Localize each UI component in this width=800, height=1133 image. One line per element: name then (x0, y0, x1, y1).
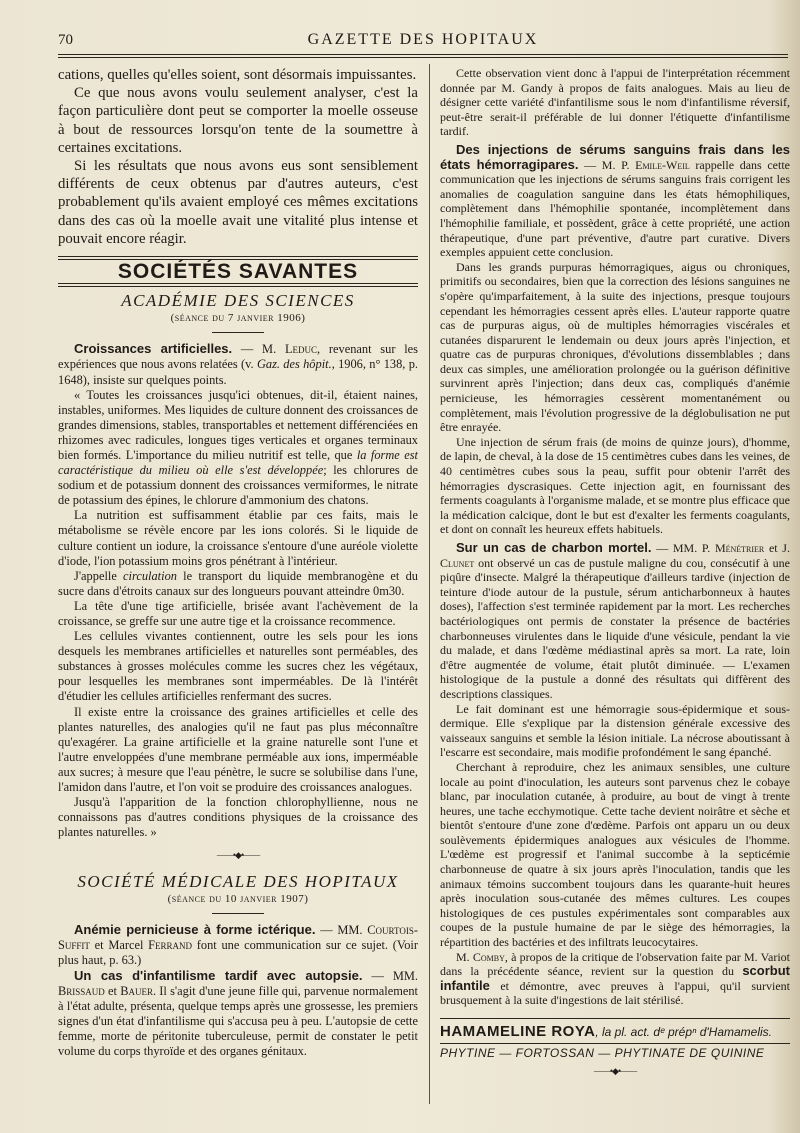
article-heading: Croissances artificielles. (74, 341, 233, 357)
text: , 1906, n° 138, p. 1648), insiste sur quelques points. (58, 357, 418, 387)
article-heading: Un cas d'infantilisme tardif avec autopsie. (74, 967, 363, 983)
advert-line (440, 1025, 790, 1040)
text: et démontre, avec preuves à l'appui, qu'il survient brusquement à la suite d'ingestions de lait stérilisé. (440, 978, 790, 1008)
column-divider (429, 64, 430, 1104)
text: — M. (232, 342, 285, 357)
text: font une communication sur ce sujet. (Voir plus haut, p. 63.) (58, 937, 418, 967)
journal-title: GAZETTE DES HOPITAUX (307, 31, 539, 48)
text: et Marcel (89, 937, 149, 952)
section-title: SOCIÉTÉS SAVANTES (117, 260, 359, 284)
author-name: Clunet (440, 555, 475, 570)
paragraph: Le fait dominant est une hémorragie sous-épidermique et sous-dermique. Elle s'explique par la distension générale excessive des vaisseaux sanguins et semble la lésion initiale. La nécrose aboutissant à l'escarre est secondaire, mais modifie profondément le sang épanché. (440, 701, 790, 760)
advert-brand: HAMAMELINE ROYA (440, 1023, 596, 1040)
author-name: Courtois-Suffit (58, 922, 418, 952)
text: ont observé un cas de pustule maligne du cou, consécutif à une piqûre d'insecte. Malgré la thérapeutique d'ailleurs tardive (injection de teinture d'iode autour de la pustule, sérum anticharbonneux à hautes doses), l'affection s'est terminée rapidement par la mort. Les recherches bactériologiques ont permis de constater la présence de bactéries charbonneuses virulentes dans le liquide d'une vésicule, pendant la vie du malade, et dans l'œdème médiastinal après sa mort. La rate, loin d'être augmentée de volume, était plutôt diminuée. — L'examen histologique de la pustule a donné des résultats qui diffèrent des descriptions classiques. (440, 555, 790, 701)
author-name: Brissaud (58, 984, 105, 999)
text: — MM. (315, 922, 368, 937)
text: — MM. P. (651, 541, 715, 555)
author-name: Leduc (284, 342, 318, 357)
author-name: Emile-Weil (635, 157, 690, 172)
paragraph (440, 143, 790, 260)
paragraph (58, 569, 418, 599)
ornament-divider: ——•◆•—— (593, 1066, 637, 1077)
page-header (58, 28, 788, 52)
paragraph: Les cellules vivantes contiennent, outre les sels pour les ions desquels les membranes artificielles et naturelles sont perméables, des substances à grosses molécules comme les sucres chez les végétaux, pour lesquelles les membranes sont imperméables. De là l'intérêt d'étudier les cellules artificielles renfermant des sucres. (58, 629, 418, 704)
author-name: Ménétrier (714, 541, 765, 555)
text: « Toutes les croissances jusqu'ici obtenues, dit-il, étaient naines, instables, uniformes. Mes liquides de culture donnent des croissances de grandes dimensions, stables, transportables et nettement différenciées en rhizomes avec radicules, longues tiges verticales et organes terminaux bien formés. L'importance du milieu nutritif est telle, que (58, 387, 418, 462)
academy-title: ACADÉMIE DES SCIENCES (121, 291, 355, 311)
page-number: 70 (58, 32, 73, 48)
paragraph: La nutrition est suffisamment établie par ces faits, mais le métabolisme se révèle encore par les ions colorés. Si le liquide de culture contient un iodure, la croissance s'entoure d'une auréole violette d'iode, l'ion potassium moins gros pénétrant à l'intérieur. (58, 508, 418, 568)
text: . Il s'agit d'une jeune fille qui, parvenue normalement à l'état adulte, présenta, quelque temps après une grossesse, les premiers signes d'un état d'infantilisme qui s'accusa peu à peu. L'autopsie de cette femme, morte de péritonite tuberculeuse, permit de constater le petit volume du corps thyroïde et des organes génitaux. (58, 984, 418, 1059)
paragraph (440, 541, 790, 702)
advertisement (440, 1018, 790, 1060)
text: et (104, 984, 121, 999)
paragraph: Ce que nous avons voulu seulement analyser, c'est la façon particulière dont peut se comporter la moelle osseuse à bout de ressources lorsqu'on tente de la soumettre à certaines excitations. (58, 85, 418, 156)
text: et J. (764, 541, 790, 555)
ornament-divider: ——•◆•—— (216, 850, 260, 861)
text: , revenant sur les expériences que nous avons relatées (v. (58, 342, 418, 372)
author-name: Bauer (120, 984, 153, 999)
paragraph: Il existe entre la croissance des graines artificielles et celle des plantes naturelles, des analogies qu'il ne faut pas plus méconnaître qu'exagérer. La graine artificielle et la graine naturelle sont l'une et l'autre enveloppées d'une membrane perméable aux ions, imperméable aux sucres; à mesure que l'eau pénètre, le sucre se solubilise dans l'une, l'amidon dans l'autre, et l'on voit se produire des croissances analogues. (58, 704, 418, 795)
paragraph: cations, quelles qu'elles soient, sont désormais impuissantes. (58, 67, 417, 83)
text: — MM. (362, 968, 418, 983)
header-rule (58, 54, 788, 58)
article-heading: Sur un cas de charbon mortel. (456, 540, 652, 555)
society-title: SOCIÉTÉ MÉDICALE DES HOPITAUX (77, 871, 399, 891)
text: — M. P. (578, 157, 636, 172)
paragraph (58, 388, 418, 509)
text: M. (456, 949, 473, 964)
text: , à propos de la critique de l'observation faite par M. Variot dans la précédente séance, revient sur la question du (440, 949, 790, 979)
article-heading: Anémie pernicieuse à forme ictérique. (74, 921, 316, 937)
short-rule (212, 332, 264, 333)
reference: Gaz. des hôpit. (256, 357, 332, 372)
paragraph: Jusqu'à l'apparition de la fonction chlorophyllienne, nous ne connaissons pas d'autres conditions physiques de la croissance des plantes naturelles. » (58, 795, 418, 840)
paragraph (58, 341, 418, 387)
session-date: (séance du 10 janvier 1907) (167, 892, 309, 905)
text: J'appelle (74, 568, 124, 583)
paragraph: Si les résultats que nous avons eus sont sensiblement différents de ceux obtenus par d'autres auteurs, c'est probablement qu'ils avaient employé ces mêmes excitations dans des cas où la moelle avait une vitalité plus intense et pouvait encore réagir. (58, 158, 418, 247)
text: rappelle dans cette communication que les injections de sérums sanguins frais corrigent les anomalies de coagulation sanguine dans les états hémophiliques, complètement dans l'hémophilie spontanée, incomplètement dans l'hémophilie familiale, et possèdent, grâce à cette propriété, une action thérapeutique, d'une part préventive, d'autre part curative. Divers exemples appuient cette conclusion. (440, 157, 790, 260)
author-name: Comby (472, 949, 505, 964)
session-date: (séance du 7 janvier 1906) (170, 312, 306, 325)
paragraph: Une injection de sérum frais (de moins de quinze jours), d'homme, de lapin, de cheval, à la dose de 15 centimètres cubes dans les veines, de 40 centimètres cubes sous la peau, suffit pour obtenir l'arrêt des hémorragies dyscrasiques. Cette injection agit, en fournissant des ferments coagulants à l'organisme malade, et se montre plus efficace que la médication calcique, dont le but est d'exalter les ferments coagulants, et dont on connaît les heureux effets habituels. (440, 434, 790, 537)
paragraph (58, 968, 418, 1060)
section-rule (58, 283, 418, 287)
advert-tail: , la pl. act. dᵉ prépⁿ d'Hamamelis. (595, 1025, 773, 1039)
paragraph: Cette observation vient donc à l'appui de l'interprétation récemment donnée par M. Gandy à propos de faits analogues. Mais au lieu de désigner cette variété d'infantilisme sous le nom d'infantilisme réversif, peut-être serait-il préférable de lui donner l'étiquette d'infantilisme tardif. (440, 66, 790, 139)
advert-products: PHYTINE — FORTOSSAN — PHYTINATE DE QUININE (440, 1043, 790, 1061)
text: le transport du liquide membranogène et du sucre dans d'étroits canaux sur des longueurs pouvant atteindre 0m30. (58, 568, 418, 598)
bold-text: scorbut infantile (440, 963, 790, 993)
paragraph: La tête d'une tige artificielle, brisée avant l'achèvement de la croissance, se greffe sur une autre tige et la croissance recommence. (58, 598, 418, 628)
article-heading: Des injections de sérums sanguins frais dans les états hémorragipares. (440, 141, 790, 172)
paragraph (58, 922, 418, 968)
paragraph (440, 950, 790, 1008)
italic-text: la forme est caractéristique du milieu où elle s'est développée (58, 447, 418, 478)
paragraph: Cherchant à reproduire, chez les animaux sensibles, une culture locale au point d'inoculation, les auteurs sont parvenus chez le cobaye blanc, par inoculation cutanée, à produire, au bout de vingt à trente heures, une tache ecchymotique. Cette tache devient noirâtre et sèche et bientôt s'entoure d'une zone d'œdème. Parfois ont apparu un ou deux soulèvements épidermiques analogues aux vésicules de l'homme. L'œdème est progressif et l'animal succombe à la septicémie charbonneuse de quatre à six jours après l'inoculation, tandis que les animaux témoins succombent toujours dans les quarante-huit heures après inoculation sous-cutanée des mêmes cultures. Les coupes histologiques de ces pustules expérimentales sont comparables aux coupes de la pustule humaine de par le siège des hémorragies, la répartition des bactéries et des infiltrats leucocytaires. (440, 759, 790, 950)
left-column (58, 66, 418, 1060)
italic-text: circulation (123, 568, 177, 583)
author-name: Ferrand (148, 937, 193, 952)
right-column (440, 66, 790, 1089)
short-rule (212, 913, 264, 914)
paragraph: Dans les grands purpuras hémorragiques, aigus ou chroniques, primitifs ou secondaires, bien que la correction des lésions sanguines ne s'opère qu'imparfaitement, à la suite des injections, presque toujours cependant les hémorragies cessent après elles. L'auteur rapporte quatre cas de purpuras aigus, où de multiples hémorragies viscérales et cutanées disparurent le lendemain ou deux jours après l'injection, et quatre cas de purpuras chroniques, d'évolutions dissemblables ; dans deux cas simples, une amélioration prolongée ou la guérison définitive survinrent après l'injection; dans deux cas, compliqués d'anémie pernicieuse, les hémorragies cessèrent momentanément ou complètement, mais l'évolution progressive de la déglobulisation ne put être enrayée. (440, 259, 790, 435)
text: ; les chlorures de sodium et de potassium donnent des croissances vermiformes, le nitrate de potassium des épines, le chlorure d'ammonium des chatons. (58, 463, 418, 508)
